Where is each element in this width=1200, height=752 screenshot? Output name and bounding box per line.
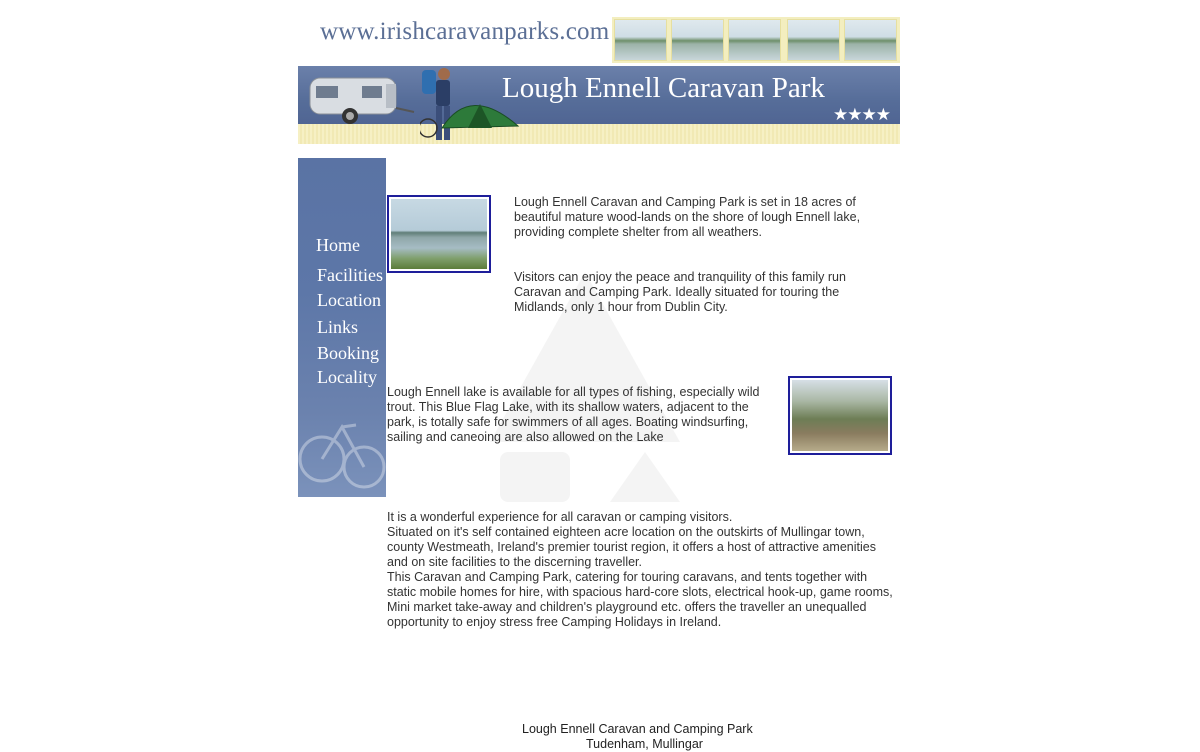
nav-booking-link[interactable]: Booking bbox=[317, 343, 380, 363]
lake-thumbnail bbox=[787, 19, 840, 61]
location-paragraph: Situated on it's self contained eighteen acre location on the outskirts of Mullingar town, county Westmeath, Ireland's premier tourist region, it offers a host of attractive amenities and on site facilities to the discerning traveller. bbox=[387, 525, 876, 569]
lake-photo bbox=[387, 195, 491, 273]
nav-location-link[interactable]: Location bbox=[317, 290, 381, 310]
nav-locality-link[interactable]: Locality bbox=[317, 367, 377, 387]
footer-park-name: Lough Ennell Caravan and Camping Park bbox=[522, 722, 753, 736]
experience-block bbox=[387, 510, 893, 630]
visitors-paragraph: Visitors can enjoy the peace and tranquility of this family run Caravan and Camping Park. Ideally situated for touring the Midlands, only 1 hour from Dublin City. bbox=[514, 270, 846, 314]
intro-paragraph: Lough Ennell Caravan and Camping Park is set in 18 acres of beautiful mature wood-lands on the shore of lough Ennell lake, providing complete shelter from all weathers. bbox=[514, 195, 861, 239]
experience-line: It is a wonderful experience for all caravan or camping visitors. bbox=[387, 510, 733, 524]
nav-links-link[interactable]: Links bbox=[317, 317, 359, 337]
banner-underline bbox=[298, 124, 900, 144]
lake-thumbnail-strip bbox=[612, 17, 900, 63]
park-mobile-homes-photo bbox=[788, 376, 892, 455]
fishing-paragraph: Lough Ennell lake is available for all types of fishing, especially wild trout. This Blue Flag Lake, with its shallow waters, adjacent to the park, is totally safe for swimmers of all ages. Boating windsurfing, sailing and caneoing are also allowed on the Lake bbox=[387, 385, 760, 444]
caravan-illustration bbox=[306, 70, 418, 126]
nav-facilities-link[interactable]: Facilities bbox=[317, 265, 383, 285]
lake-thumbnail bbox=[844, 19, 897, 61]
lake-thumbnail bbox=[728, 19, 781, 61]
amenities-paragraph: This Caravan and Camping Park, catering for touring caravans, and tents together with static mobile homes for hire, with spacious hard-core slots, electrical hook-up, game rooms, Mini market take-away and children's playground etc. offers the traveller an unequalled opportunity to enjoy stress free Camping Holidays in Ireland. bbox=[387, 570, 893, 629]
lake-thumbnail bbox=[671, 19, 724, 61]
footer-address: Tudenham, Mullingar bbox=[586, 737, 703, 751]
site-url-logo[interactable]: www.irishcaravanparks.com bbox=[320, 18, 610, 45]
lake-thumbnail bbox=[614, 19, 667, 61]
rating-stars: ★★★★ bbox=[833, 105, 890, 124]
park-title: Lough Ennell Caravan Park bbox=[502, 72, 825, 104]
nav-home-link[interactable]: Home bbox=[316, 235, 360, 255]
